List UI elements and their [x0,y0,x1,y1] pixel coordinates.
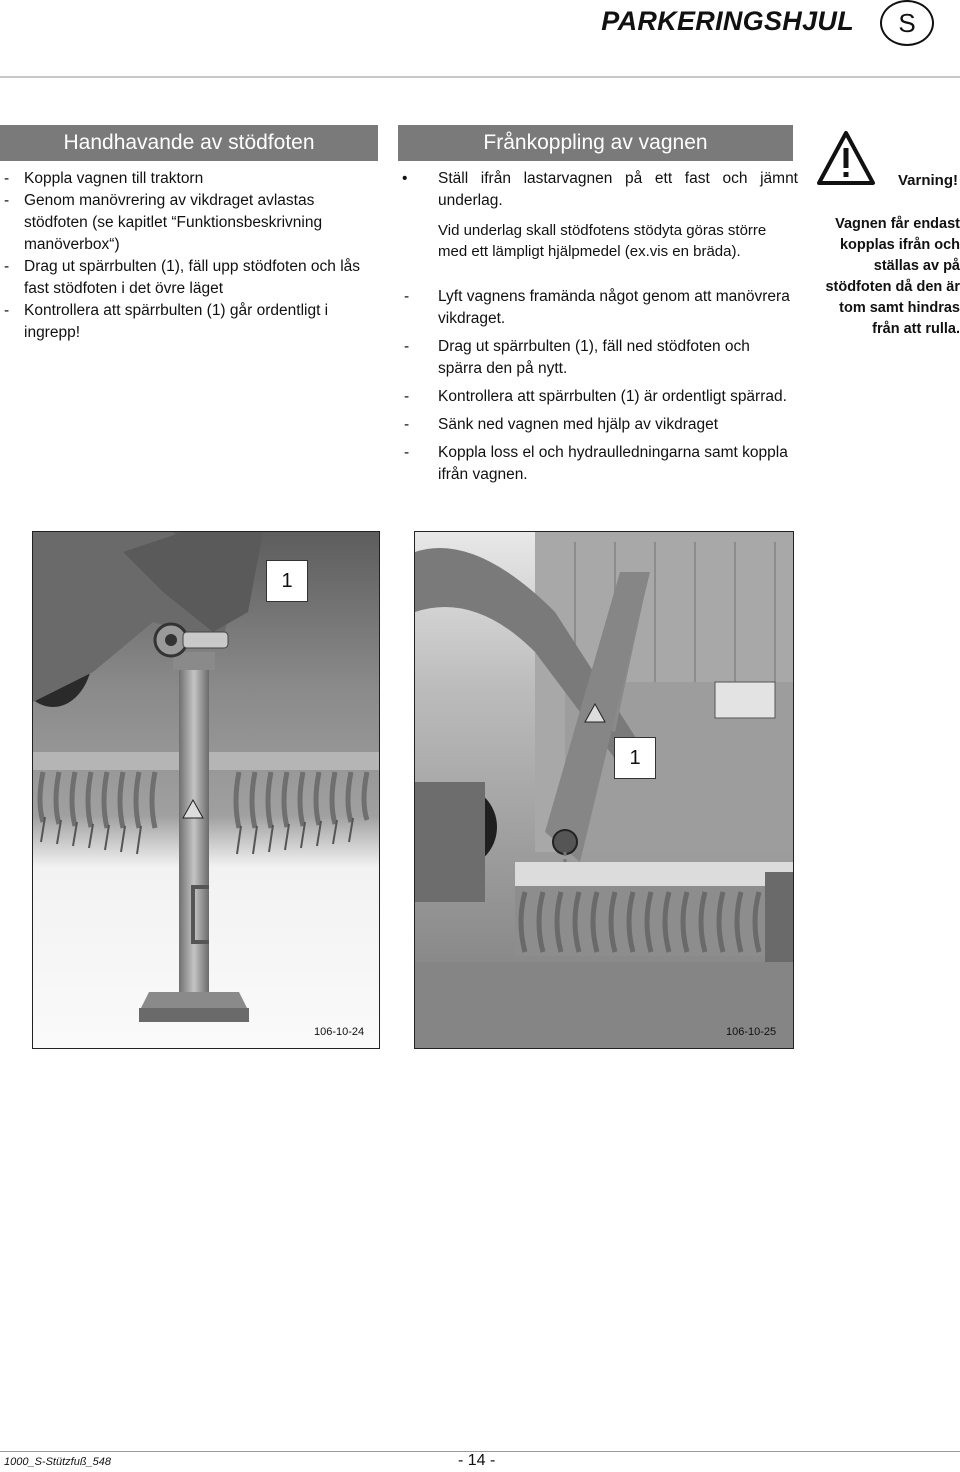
list-item: - Kontrollera att spärrbulten (1) är ordentligt spärrad. [404,388,787,405]
uncoupling-section [398,168,798,492]
photo-code: 106-10-25 [726,1026,777,1038]
document-code: 1000_S-Stützfuß_548 [4,1456,112,1468]
header-divider [0,76,960,78]
section-heading-handling: Handhavande av stödfoten [0,125,378,161]
warning-label: Varning! [898,172,959,189]
list-item: - Drag ut spärrbulten (1), fäll ned stödfoten och spärra den på nytt. [404,338,750,377]
section-heading-uncoupling: Frånkoppling av vagnen [398,125,793,161]
support-foot-photo [32,531,380,1049]
bullet-item: • Ställ ifrån lastarvagnen på ett fast och jämnt underlag. [402,170,798,209]
language-badge: S [880,0,934,46]
list-item: - Drag ut spärrbulten (1), fäll upp stödfoten och lås fast stödfoten i det övre läget [4,258,361,297]
note-text: Vid underlag skall stödfotens stödyta göras större med ett lämpligt hjälpmedel (ex.vis en bräda). [438,222,767,260]
callout-label: 1 [614,737,656,779]
handling-steps-list [0,168,380,344]
uncoupling-photo [414,531,794,1049]
callout-label: 1 [266,560,308,602]
list-item: - Koppla vagnen till traktorn [4,170,204,187]
uncoupling-steps-list [398,286,798,486]
list-item: - Koppla loss el och hydraulledningarna samt koppla ifrån vagnen. [404,444,788,483]
warning-triangle-icon [816,130,876,186]
page-number: - 14 - [458,1452,496,1469]
warning-text: Vagnen får endast kopplas ifrån och ställas av på stödfoten då den är tom samt hindras från att rulla. [825,216,960,337]
list-item: - Sänk ned vagnen med hjälp av vikdraget [404,416,719,433]
list-item: - Lyft vagnens framända något genom att manövrera vikdraget. [404,288,790,327]
list-item: - Kontrollera att spärrbulten (1) går ordentligt i ingrepp! [4,302,329,341]
photo-code: 106-10-24 [314,1026,365,1038]
list-item: - Genom manövrering av vikdraget avlastas stödfoten (se kapitlet “Funktionsbeskrivning manöverbox“) [4,192,323,253]
page-title: PARKERINGSHJUL [601,6,854,36]
